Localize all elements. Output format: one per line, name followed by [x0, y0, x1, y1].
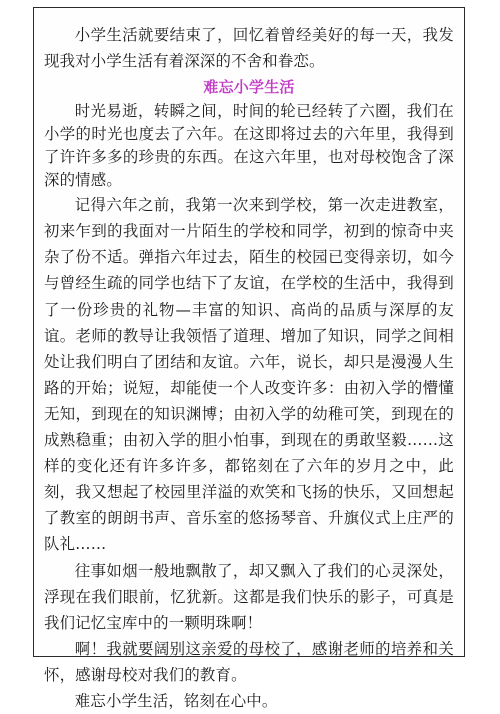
paragraph-3: 往事如烟一般地飘散了，却又飘入了我们的心灵深处，浮现在我们眼前，忆犹新。这都是我们快乐的影子，可真是我们记忆宝库中的一颗明珠啊！ [44, 561, 454, 632]
intro-paragraph: 小学生活就要结束了，回忆着曾经美好的每一天，我发现我对小学生活有着深深的不舍和眷恋。 [44, 26, 454, 71]
essay-title: 难忘小学生活 [203, 78, 295, 97]
paragraph-2: 记得六年之前，我第一次来到学校，第一次走进教室，初来乍到的我面对一片陌生的学校和同学，初到的惊奇中夹杂了份不适。弹指六年过去，陌生的校园已变得亲切，如今与曾经生疏的同学也结下了友谊，在学校的生活中，我得到了一份珍贵的礼物—丰富的知识、高尚的品质与深厚的友谊。老师的教导让我领悟了道理、增加了知识，同学之间相处让我们明白了团结和友谊。六年，说长，却只是漫漫人生路的开始；说短，却能使一个人改变许多：由初入学的懵懂无知，到现在的知识渊博；由初入学的幼稚可笑，到现在的成熟稳重；由初入学的胆小怕事，到现在的勇敢坚毅……这样的变化还有许多许多，都铭刻在了六年的岁月之中，此刻，我又想起了校园里洋溢的欢笑和飞扬的快乐，又回想起了教室的朗朗书声、音乐室的悠扬琴音、升旗仪式上庄严的队礼…… [44, 196, 454, 554]
paragraph-1: 时光易逝，转瞬之间，时间的轮已经转了六圈，我们在小学的时光也度去了六年。在这即将过去的六年里，我得到了许许多多的珍贵的东西。在这六年里，也对母校饱含了深深的情感。 [44, 102, 454, 190]
paragraph-4: 啊！我就要阔别这亲爱的母校了，感谢老师的培养和关怀，感谢母校对我们的教育。 [44, 639, 454, 684]
document-page [33, 7, 465, 710]
essay-body [44, 22, 454, 714]
paragraph-5: 难忘小学生活，铭刻在心中。 [74, 691, 278, 710]
